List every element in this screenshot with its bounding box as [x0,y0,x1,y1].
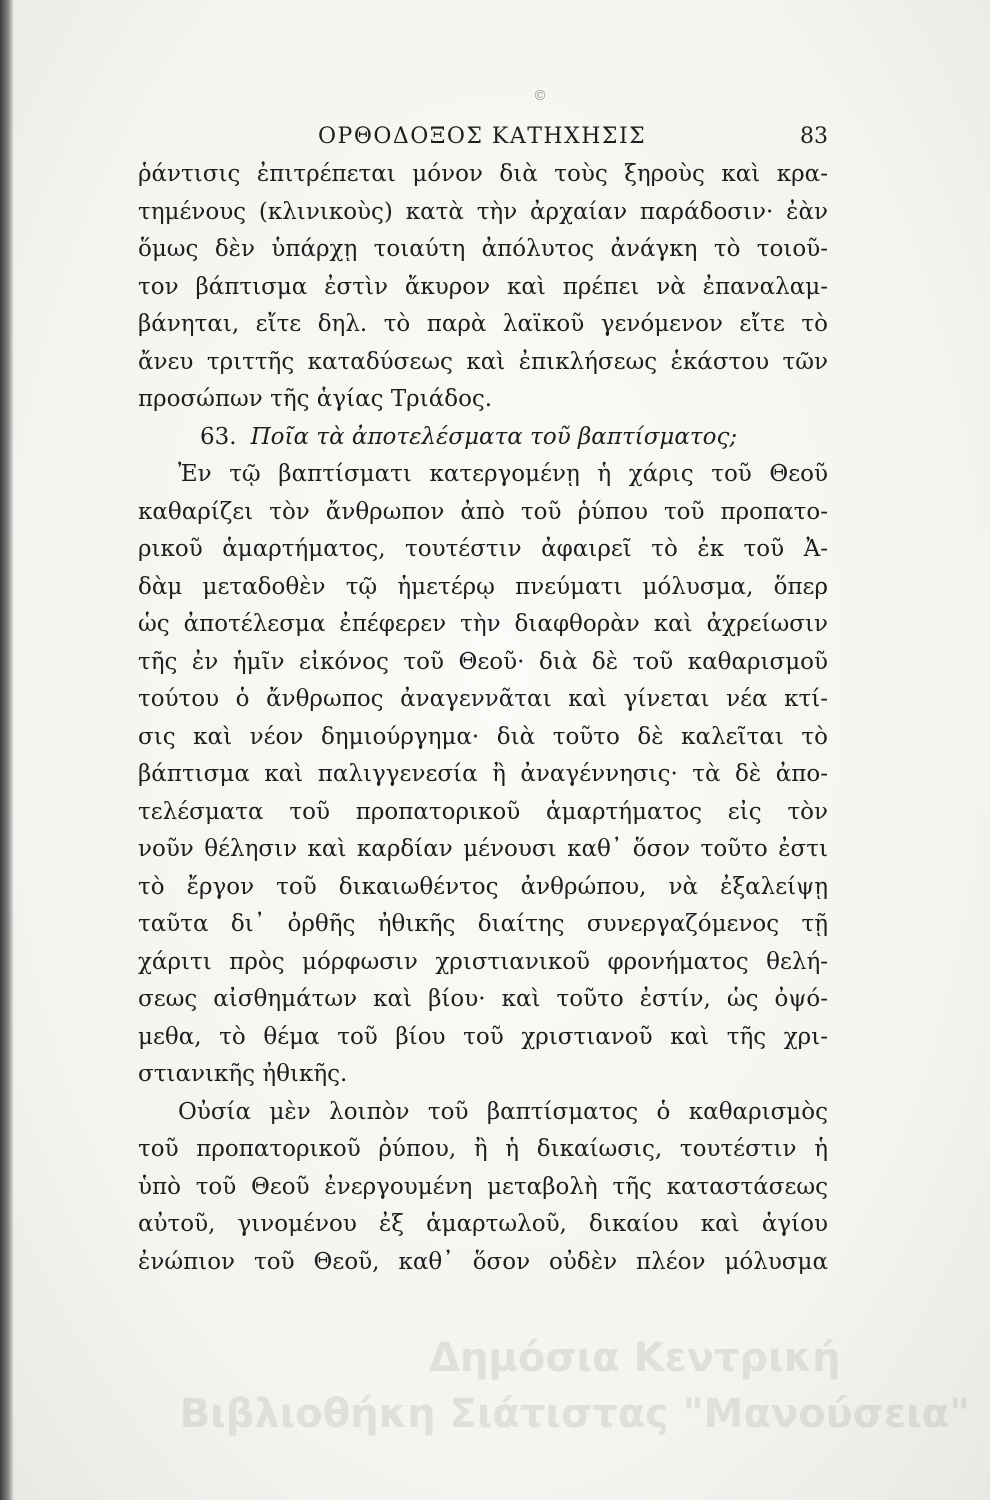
text-line: προσώπων τῆς ἁγίας Τριάδος. [138,386,493,412]
text-line: ταῦτα δι᾽ ὀρθῆς ἠθικῆς διαίτης συνεργαζόμενος τῇ [138,911,828,937]
watermark-line-1: Δημόσια Κεντρική [429,1335,841,1381]
top-mark: © [533,88,547,104]
text-line: τημένους (κλινικοὺς) κατὰ τὴν ἀρχαίαν παράδοσιν· ἐὰν [138,198,828,225]
text-line: χάριτι πρὸς μόρφωσιν χριστιανικοῦ φρονήματος θελή- [138,948,828,975]
text-line: βάπτισμα καὶ παλιγγενεσία ἢ ἀναγέννησις· τὰ δὲ ἀπο- [138,761,828,787]
text-line: σις καὶ νέον δημιούργημα· διὰ τοῦτο δὲ καλεῖται τὸ [138,723,828,750]
text-line: αὐτοῦ, γινομένου ἐξ ἁμαρτωλοῦ, δικαίου καὶ ἁγίου [138,1211,828,1237]
text-line: καθαρίζει τὸν ἄνθρωπον ἀπὸ τοῦ ῥύπου τοῦ προπατο- [138,498,828,525]
text-line: ὅμως δὲν ὑπάρχῃ τοιαύτη ἀπόλυτος ἀνάγκη τὸ τοιοῦ- [138,236,828,262]
text-line: τοῦ προπατορικοῦ ῥύπου, ἢ ἡ δικαίωσις, τουτέστιν ἡ [138,1136,828,1162]
text-line: ῥάντισις ἐπιτρέπεται μόνον διὰ τοὺς ξηροὺς καὶ κρα- [138,161,828,187]
text-line: ὑπὸ τοῦ Θεοῦ ἐνεργουμένη μεταβολὴ τῆς καταστάσεως [138,1173,828,1200]
text-line: τούτου ὁ ἄνθρωπος ἀναγεννᾶται καὶ γίνεται νέα κτί- [138,686,828,712]
text-line: ὡς ἀποτέλεσμα ἐπέφερεν τὴν διαφθορὰν καὶ ἀχρείωσιν [138,611,828,637]
library-watermark [180,1330,970,1442]
running-header [138,118,828,158]
text-line: βάνηται, εἴτε δηλ. τὸ παρὰ λαϊκοῦ γενόμενον εἴτε τὸ [138,311,828,337]
text-line: μεθα, τὸ θέμα τοῦ βίου τοῦ χριστιανοῦ καὶ τῆς χρι- [138,1023,828,1050]
text-line: νοῦν θέλησιν καὶ καρδίαν μένουσι καθ᾽ ὅσον τοῦτο ἐστι [138,836,828,862]
page-edge-shadow [0,0,14,1500]
text-line: σεως αἰσθημάτων καὶ βίου· καὶ τοῦτο ἐστίν, ὡς ὀψό- [138,986,828,1012]
page-number: 83 [800,124,828,149]
running-title: ΟΡΘΟΔΟΞΟΣ ΚΑΤΗΧΗΣΙΣ [318,124,647,149]
text-line: τελέσματα τοῦ προπατορικοῦ ἁμαρτήματος εἰς τὸν [138,798,828,825]
question-number: 63. [200,423,237,450]
question-heading [138,419,828,457]
text-line: στιανικῆς ἠθικῆς. [138,1061,348,1087]
text-line: τῆς ἐν ἡμῖν εἰκόνος τοῦ Θεοῦ· διὰ δὲ τοῦ καθαρισμοῦ [138,648,828,675]
text-line: τὸ ἔργον τοῦ δικαιωθέντος ἀνθρώπου, νὰ ἐξαλείψῃ [138,873,828,900]
question-text: Ποῖα τὰ ἀποτελέσματα τοῦ βαπτίσματος; [250,423,738,450]
text-line: ρικοῦ ἁμαρτήματος, τουτέστιν ἀφαιρεῖ τὸ ἐκ τοῦ Ἀ- [138,536,828,562]
body-text [138,156,828,1281]
text-line: δὰμ μεταδοθὲν τῷ ἡμετέρῳ πνεύματι μόλυσμα, ὅπερ [138,573,828,600]
text-line: τον βάπτισμα ἐστὶν ἄκυρον καὶ πρέπει νὰ ἐπαναλαμ- [138,273,828,300]
text-line: ἄνευ τριττῆς καταδύσεως καὶ ἐπικλήσεως ἑκάστου τῶν [138,348,828,375]
text-line: ἐνώπιον τοῦ Θεοῦ, καθ᾽ ὅσον οὐδὲν πλέον μόλυσμα [138,1248,828,1275]
watermark-line-2: Βιβλιοθήκη Σιάτιστας "Μανούσεια" [179,1391,970,1437]
text-line: Ἐν τῷ βαπτίσματι κατεργομένῃ ἡ χάρις τοῦ Θεοῦ [178,461,828,487]
text-line: Οὐσία μὲν λοιπὸν τοῦ βαπτίσματος ὁ καθαρισμὸς [178,1098,828,1125]
